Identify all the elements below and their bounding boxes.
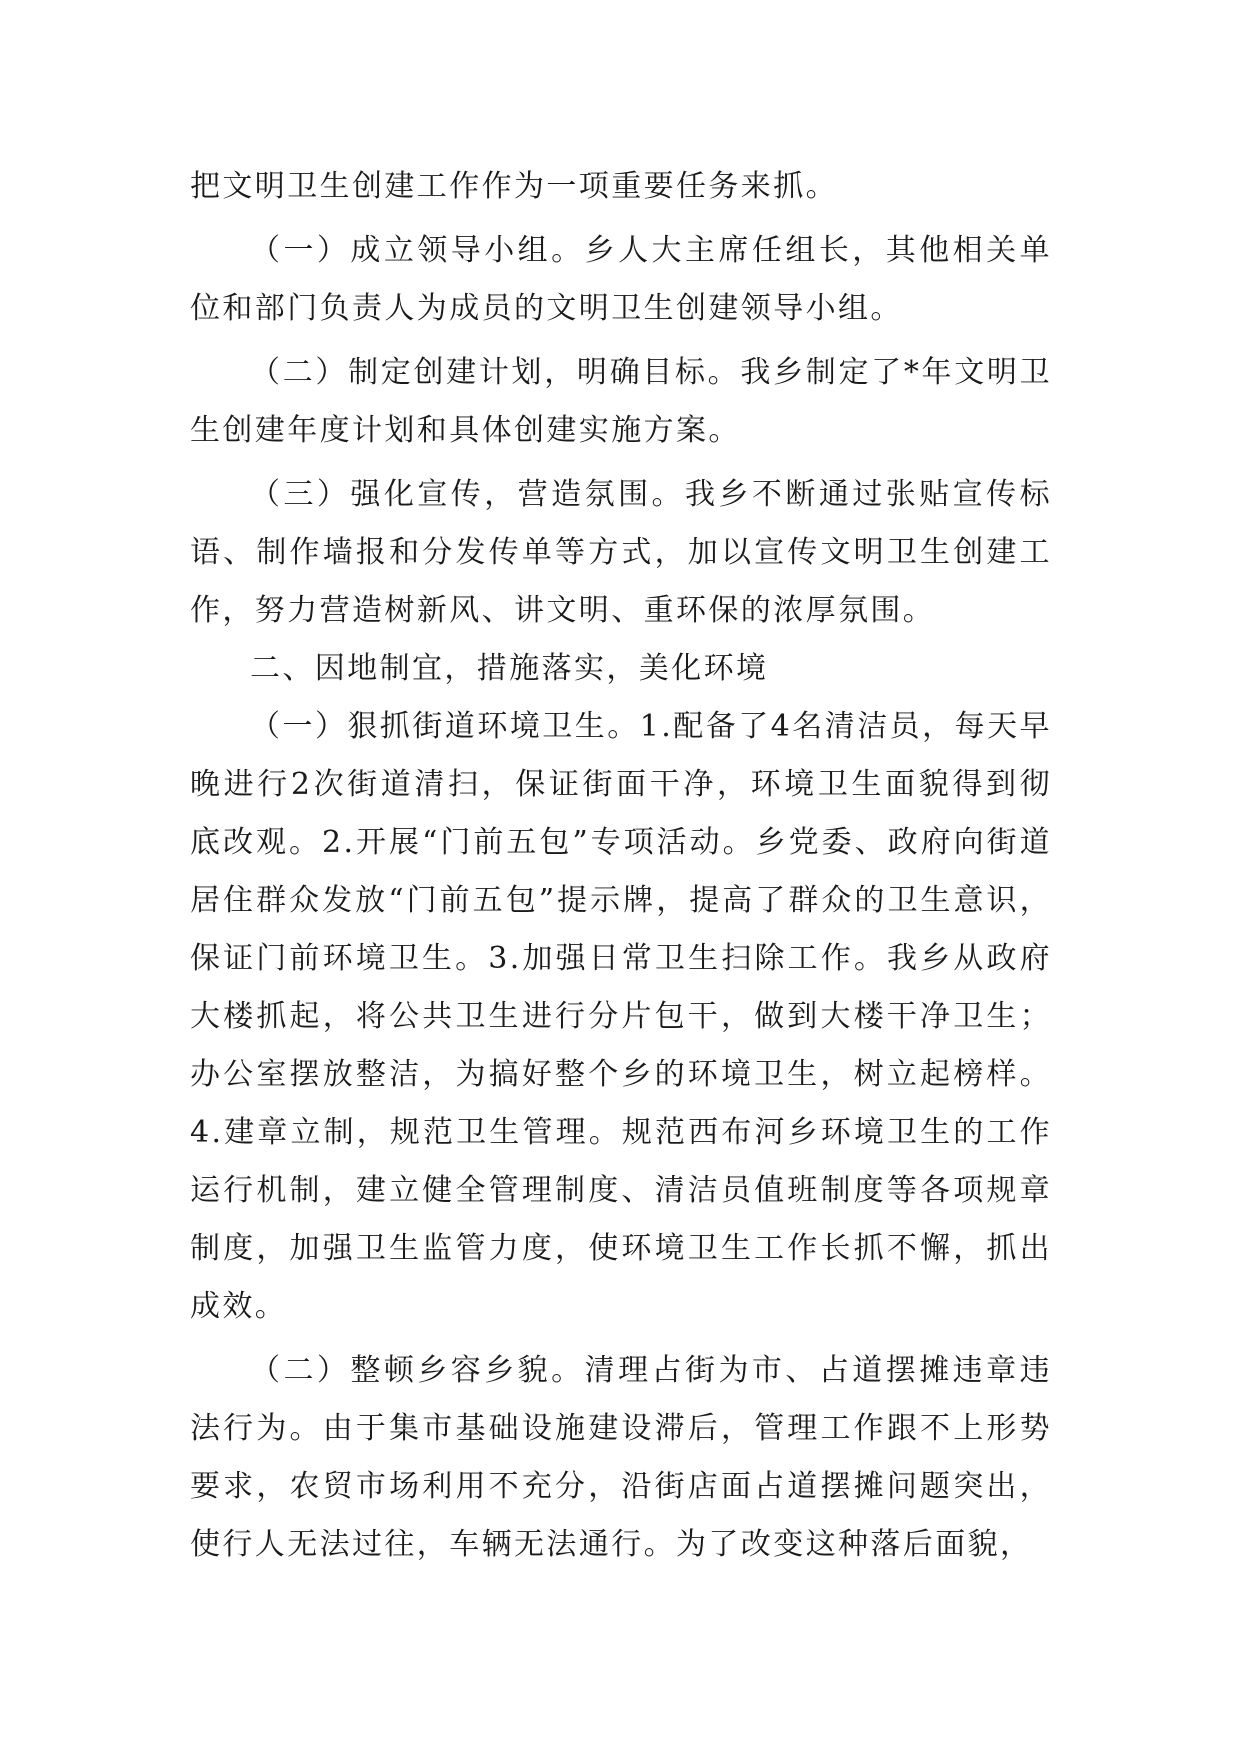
paragraph-street-hygiene: （一）狠抓街道环境卫生。1.配备了4名清洁员，每天早晚进行2次街道清扫，保证街面干净，环境卫生面貌得到彻底改观。2.开展“门前五包”专项活动。乡党委、政府向街道居住群众发放“门前五包”提示牌，提高了群众的卫生意识，保证门前环境卫生。3.加强日常卫生扫除工作。我乡从政府大楼抓起，将公共卫生进行分片包干，做到大楼干净卫生；办公室摆放整洁，为搞好整个乡的环境卫生，树立起榜样。4.建章立制，规范卫生管理。规范西布河乡环境卫生的工作运行机制，建立健全管理制度、清洁员值班制度等各项规章制度，加强卫生监管力度，使环境卫生工作长抓不懈，抓出成效。 [190,709,1052,1324]
paragraph-plan: （二）制定创建计划，明确目标。我乡制定了*年文明卫生创建年度计划和具体创建实施方案。 [190,355,1052,448]
section-heading-2: 二、因地制宜，措施落实，美化环境 [250,651,769,686]
paragraph-continuation: 把文明卫生创建工作作为一项重要任务来抓。 [190,169,838,204]
paragraph-town-appearance: （二）整顿乡容乡貌。清理占街为市、占道摆摊违章违法行为。由于集市基础设施建设滞后，管理工作跟不上形势要求，农贸市场利用不充分，沿街店面占道摆摊问题突出，使行人无法过往，车辆无法通行。为了改变这种落后面貌， [190,1353,1052,1562]
paragraph-leadership-group: （一）成立领导小组。乡人大主席任组长，其他相关单位和部门负责人为成员的文明卫生创建领导小组。 [190,233,1052,326]
document-body [190,158,1052,1574]
paragraph-publicity: （三）强化宣传，营造氛围。我乡不断通过张贴宣传标语、制作墙报和分发传单等方式，加以宣传文明卫生创建工作，努力营造树新风、讲文明、重环保的浓厚氛围。 [190,477,1052,628]
